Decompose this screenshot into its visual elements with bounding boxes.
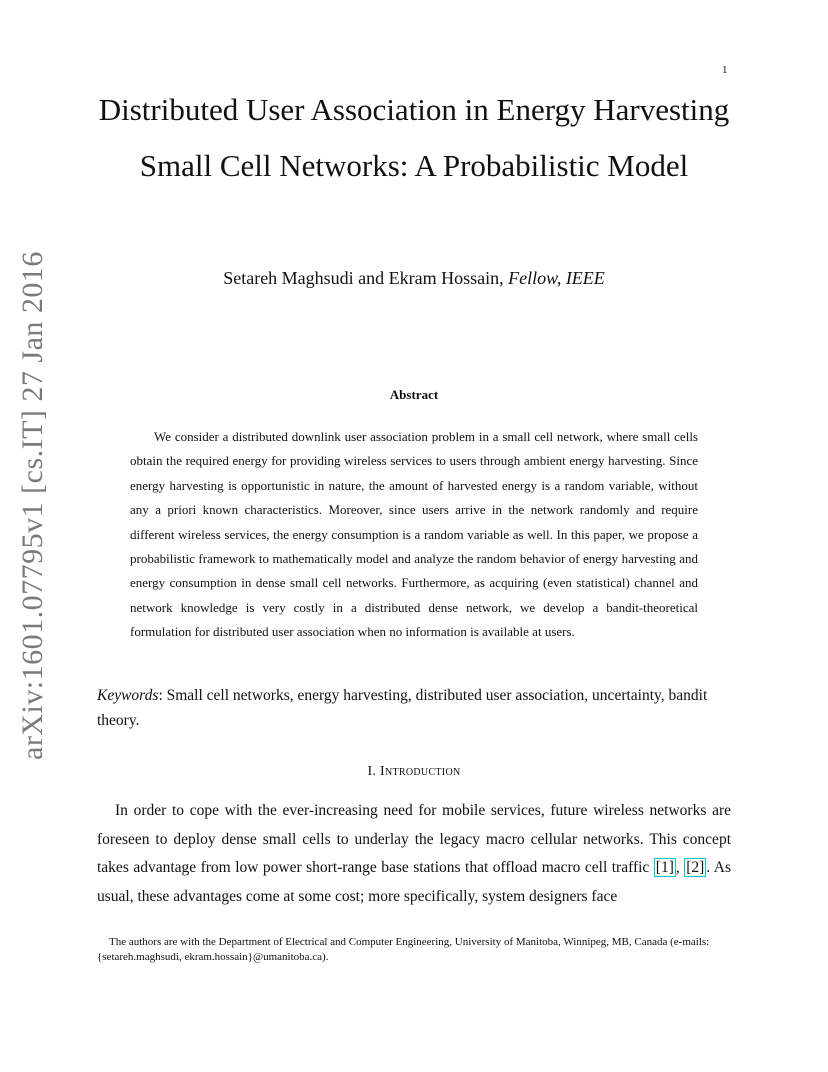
intro-text-before: In order to cope with the ever-increasing need for mobile services, future wireless networks are foreseen to deploy dense small cells to underlay the legacy macro cellular networks. This concept takes advantage from low power short-range base stations that offload macro cell traffic xyxy=(97,802,731,876)
citation-link-2[interactable]: [2] xyxy=(686,859,705,876)
keywords-label: Keywords xyxy=(97,687,159,704)
keywords xyxy=(97,683,733,733)
paper-title: Distributed User Association in Energy Harvesting Small Cell Networks: A Probabilistic Model xyxy=(98,92,730,183)
author-title: Fellow, IEEE xyxy=(508,268,605,288)
section-heading-introduction xyxy=(96,764,732,780)
section-title: Introduction xyxy=(380,764,461,779)
author-names: Setareh Maghsudi and Ekram Hossain, xyxy=(223,268,509,288)
abstract-body: We consider a distributed downlink user association problem in a small cell network, where small cells obtain the required energy for providing wireless services to users through ambient energy harvesting. Since energy harvesting is opportunistic in nature, the amount of harvested energy is a random variable, without any a priori known characteristics. Moreover, since users arrive in the network randomly and require different wireless services, the energy consumption is a random variable as well. In this paper, we propose a probabilistic framework to mathematically model and analyze the random behavior of energy harvesting and energy consumption in dense small cell networks. Furthermore, as acquiring (even statistical) channel and network knowledge is very costly in a distributed dense network, we develop a bandit-theoretical formulation for distributed user association when no information is available at users. xyxy=(130,429,698,640)
keywords-text: : Small cell networks, energy harvesting, distributed user association, uncertainty, bandit theory. xyxy=(97,687,708,729)
page-number: 1 xyxy=(722,64,728,76)
abstract-heading: Abstract xyxy=(389,387,439,402)
citation-link-1[interactable]: [1] xyxy=(655,859,674,876)
section-number: I. xyxy=(367,764,381,779)
author-line xyxy=(96,265,732,291)
introduction-paragraph xyxy=(97,797,731,911)
citation-separator: , xyxy=(675,859,685,876)
intro-text-after: . As usual, these advantages come at some cost; more specifically, system designers face xyxy=(97,859,732,905)
arxiv-identifier-stamp: arXiv:1601.07795v1 [cs.IT] 27 Jan 2016 xyxy=(16,251,49,760)
author-affiliation-footnote: The authors are with the Department of Electrical and Computer Engineering, University of Manitoba, Winnipeg, MB, Canada (e-mails: {setareh.maghsudi, ekram.hossain}@umanitoba.ca). xyxy=(97,936,710,963)
